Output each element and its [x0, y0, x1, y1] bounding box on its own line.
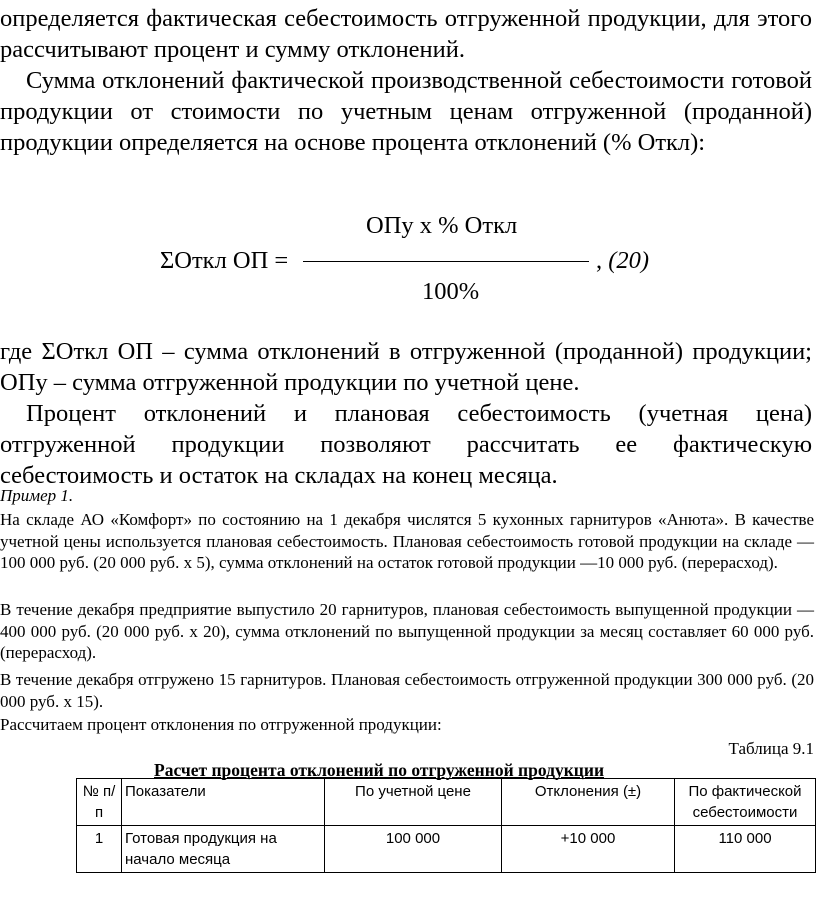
header-indicators: Показатели [122, 779, 325, 826]
header-deviations: Отклонения (±) [502, 779, 675, 826]
header-actual-cost: По фактической себестоимости [675, 779, 816, 826]
cell-indicator: Готовая продукция на начало месяца [122, 826, 325, 873]
header-number: № п/п [77, 779, 122, 826]
cell-deviation: +10 000 [502, 826, 675, 873]
paragraph-deviation-sum: Сумма отклонений фактической производственной себестоимости готовой продукции от стоимости по учетным ценам отгруженной (проданной) продукции определяется на основе процента отклонений (% Откл): [0, 67, 812, 156]
cell-accounting-price: 100 000 [325, 826, 502, 873]
cell-number: 1 [77, 826, 122, 873]
table-number: Таблица 9.1 [728, 739, 814, 758]
example-text-3: В течение декабря отгружено 15 гарнитуров. Плановая себестоимость отгруженной продукции 300 000 руб. (20 000 руб. х 15). [0, 670, 814, 711]
paragraph-continuation: определяется фактическая себестоимость отгруженной продукции, для этого рассчитывают процент и сумму отклонений. [0, 5, 812, 63]
example-label: Пример 1. [0, 486, 74, 505]
formula-lhs: ΣОткл ОП = [160, 247, 289, 274]
header-accounting-price: По учетной цене [325, 779, 502, 826]
paragraph-percent: Процент отклонений и плановая себестоимость (учетная цена) отгруженной продукции позволяют рассчитать ее фактическую себестоимость и остаток на складах на конец месяца. [0, 400, 812, 489]
example-text-1: На складе АО «Комфорт» по состоянию на 1 декабря числятся 5 кухонных гарнитуров «Анюта». В качестве учетной цены используется плановая себестоимость. Плановая себестоимость готовой продукции на складе — 100 000 руб. (20 000 руб. х 5), сумма отклонений на остаток готовой продукции —10 000 руб. (перерасход). [0, 510, 814, 573]
table-header-row [77, 779, 816, 826]
table-title: Расчет процента отклонений по отгруженной продукции [154, 760, 605, 780]
formula-numerator: ОПу х % Откл [366, 212, 518, 239]
cell-actual-cost: 110 000 [675, 826, 816, 873]
formula-denominator: 100% [422, 278, 480, 305]
table-row [77, 826, 816, 873]
formula-fraction-bar [303, 261, 589, 262]
formula-equation-number: , (20) [596, 247, 650, 274]
example-text-4: Рассчитаем процент отклонения по отгруженной продукции: [0, 715, 442, 734]
deviation-table [76, 778, 816, 873]
paragraph-where: где ΣОткл ОП – сумма отклонений в отгруженной (проданной) продукции; ОПу – сумма отгруженной продукции по учетной цене. [0, 338, 812, 396]
example-text-2: В течение декабря предприятие выпустило 20 гарнитуров, плановая себестоимость выпущенной продукции — 400 000 руб. (20 000 руб. х 20), сумма отклонений по выпущенной продукции за месяц составляет 60 000 руб. (перерасход). [0, 600, 814, 663]
